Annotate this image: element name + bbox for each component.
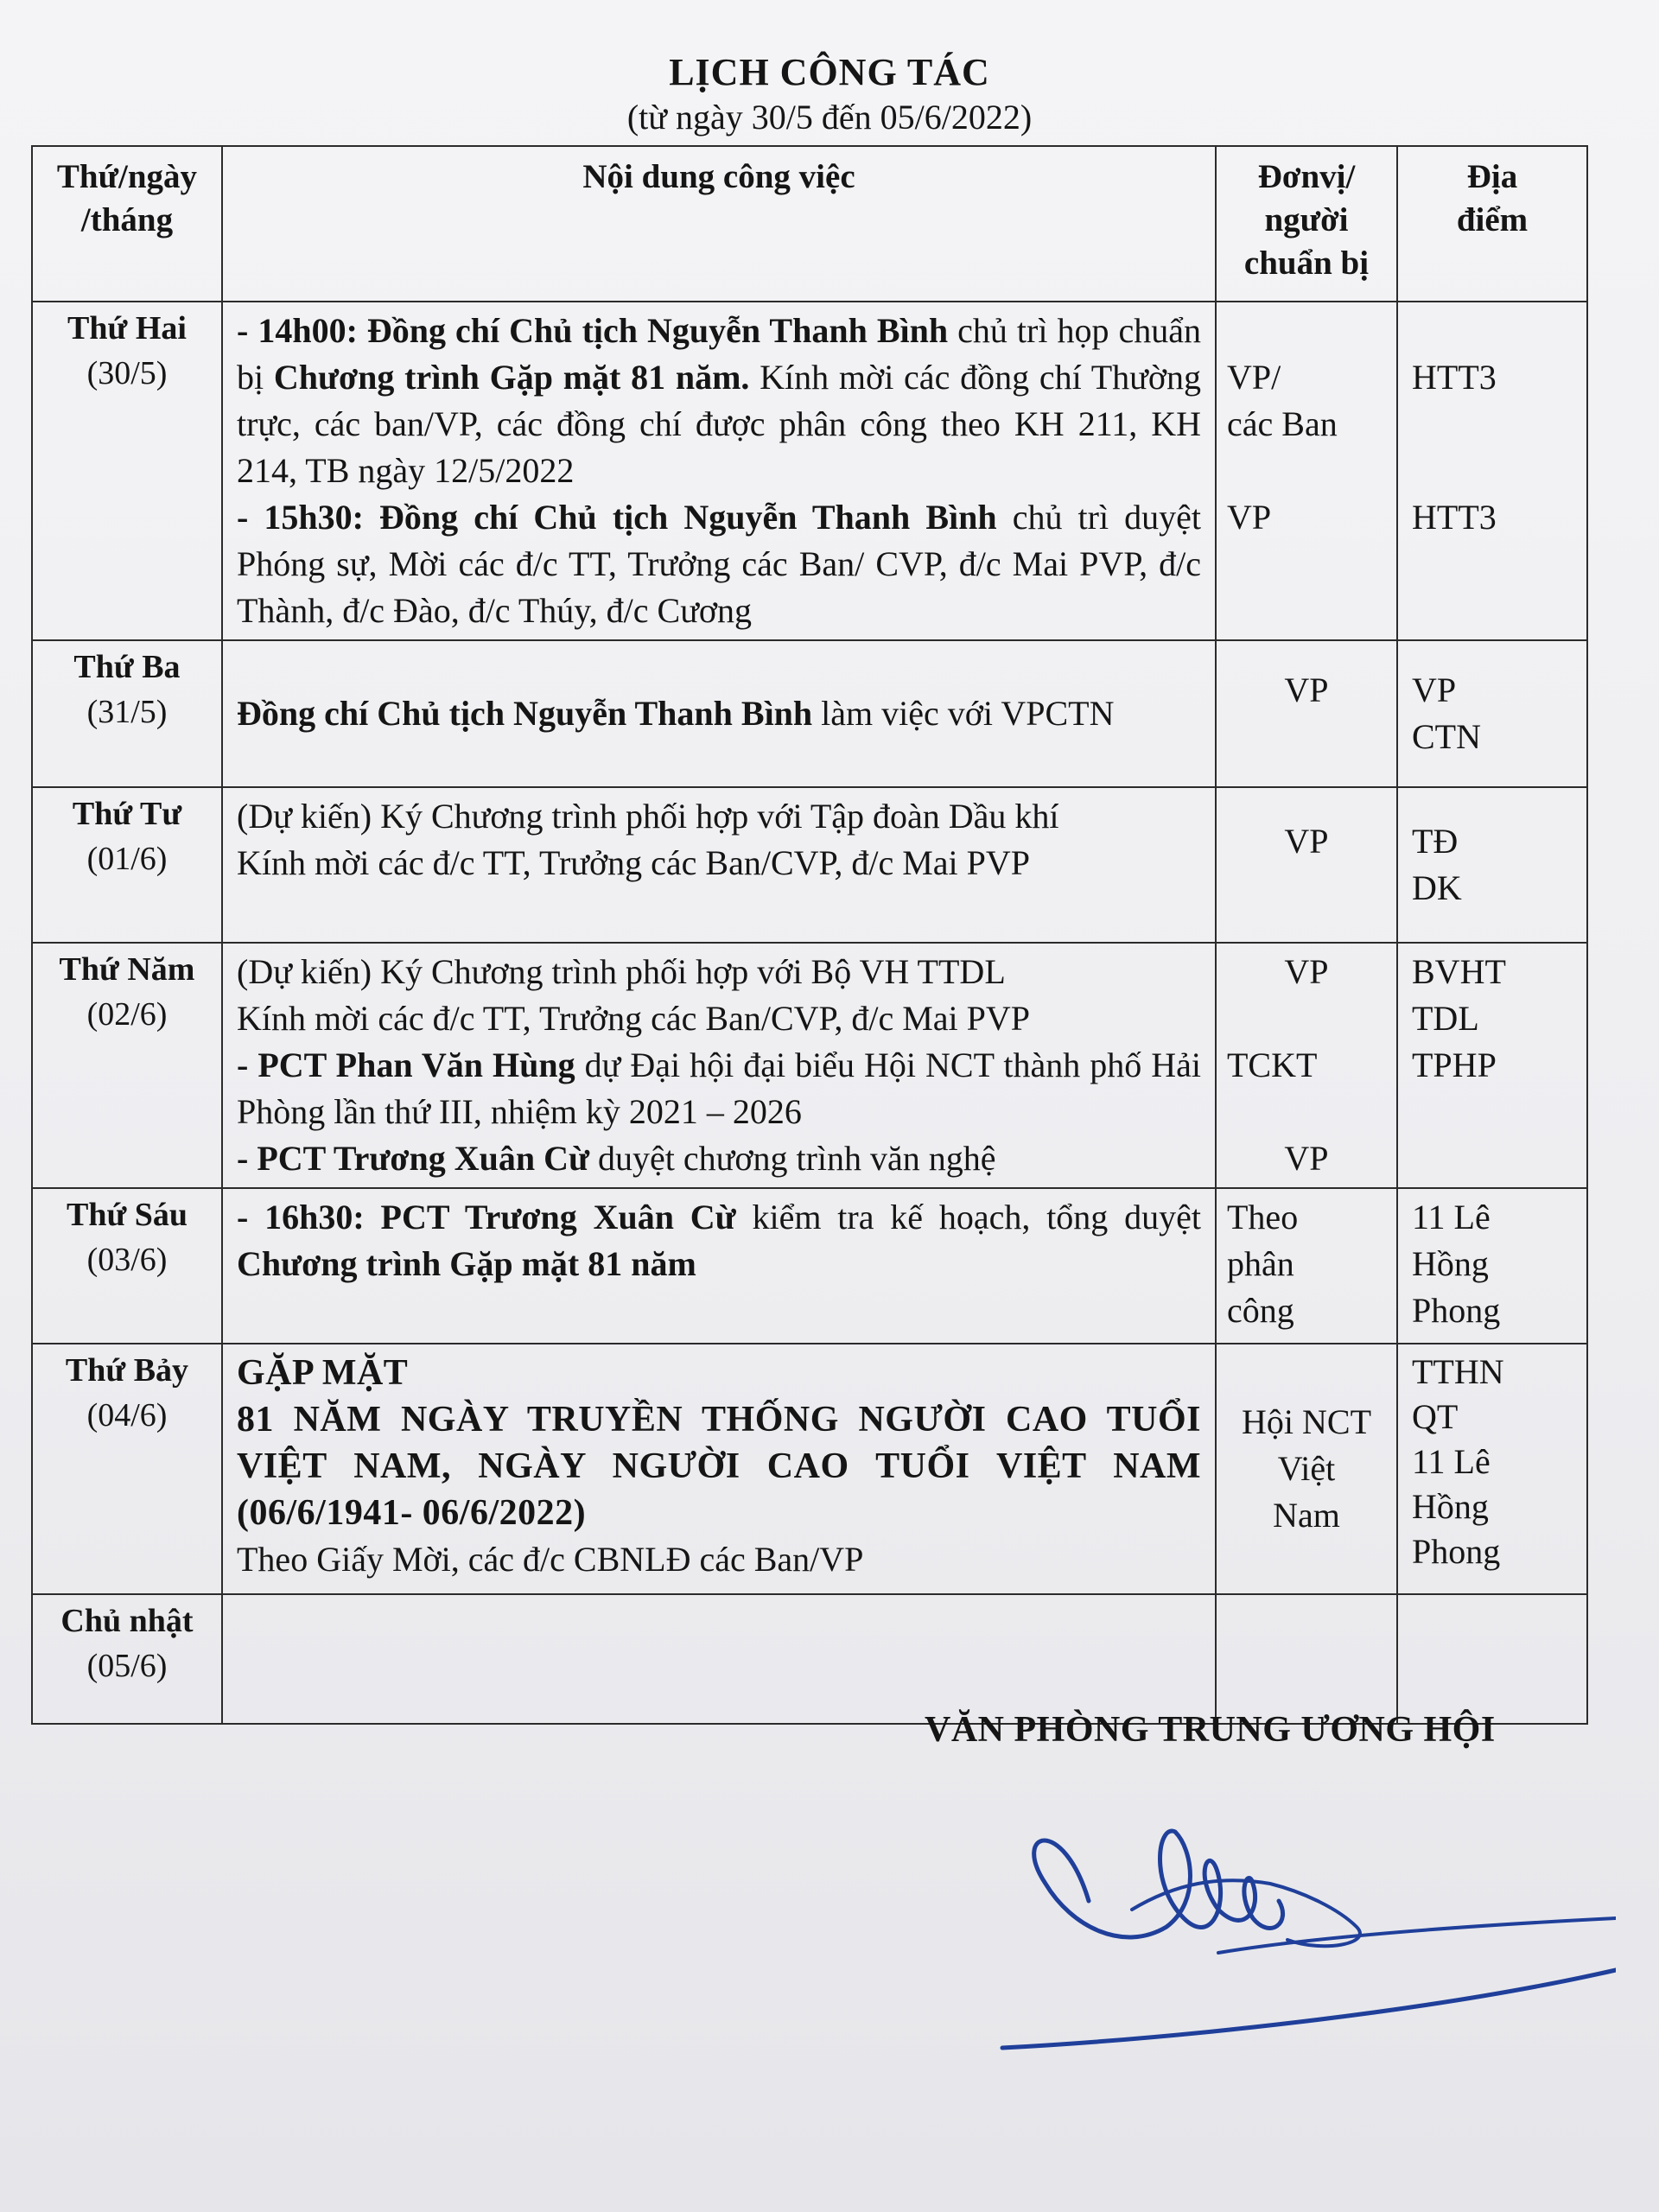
schedule-item: - 14h00: Đồng chí Chủ tịch Nguyễn Thanh Bình chủ trì họp chuẩn bị Chương trình Gặp mặt 81 năm. Kính mời các đồng chí Thường trực, các ban/VP, các đồng chí được phân công theo KH 211, KH 214, TB ngày 12/5/2022 (237, 311, 1202, 490)
day-cell: Chủ nhật (05/6) (32, 1594, 222, 1724)
place-cell: TTHN QT 11 Lê Hồng Phong (1397, 1344, 1587, 1594)
day-cell: Thứ Tư (01/6) (32, 787, 222, 943)
issuing-organization: VĂN PHÒNG TRUNG ƯƠNG HỘI (925, 1710, 1496, 1750)
day-cell: Thứ Ba (31/5) (32, 640, 222, 787)
table-row (32, 640, 1587, 787)
table-header-row (32, 146, 1587, 302)
table-row (32, 302, 1587, 640)
signature-mark (994, 1780, 1616, 2091)
place-cell: BVHT TDL TPHP (1397, 943, 1587, 1188)
content-cell: (Dự kiến) Ký Chương trình phối hợp với Tập đoàn Dầu khí Kính mời các đ/c TT, Trưởng các Ban/CVP, đ/c Mai PVP (222, 787, 1216, 943)
schedule-item: - 15h30: Đồng chí Chủ tịch Nguyễn Thanh Bình chủ trì duyệt Phóng sự, Mời các đ/c TT, Trưởng các Ban/ CVP, đ/c Mai PVP, đ/c Thành, đ/c Đào, đ/c Thúy, đ/c Cương (237, 498, 1202, 630)
content-cell: GẶP MẶT 81 NĂM NGÀY TRUYỀN THỐNG NGƯỜI CAO TUỔI VIỆT NAM, NGÀY NGƯỜI CAO TUỔI VIỆT NAM (06/6/1941- 06/6/2022) Theo Giấy Mời, các đ/c CBNLĐ các Ban/VP (222, 1344, 1216, 1594)
unit-cell: Hội NCT Việt Nam (1216, 1344, 1397, 1594)
unit-cell (1216, 1594, 1397, 1724)
schedule-item: - PCT Trương Xuân Cừ duyệt chương trình văn nghệ (237, 1139, 996, 1178)
unit-cell: Theo phân công (1216, 1188, 1397, 1344)
day-cell: Thứ Năm (02/6) (32, 943, 222, 1188)
place-cell: HTT3 HTT3 (1397, 302, 1587, 640)
table-row (32, 1594, 1587, 1724)
content-cell: - 16h30: PCT Trương Xuân Cừ kiểm tra kế hoạch, tổng duyệt Chương trình Gặp mặt 81 năm (222, 1188, 1216, 1344)
table-row (32, 943, 1587, 1188)
content-cell (222, 302, 1216, 640)
place-cell: TĐ DK (1397, 787, 1587, 943)
table-row (32, 1188, 1587, 1344)
unit-cell: VP/ các Ban VP (1216, 302, 1397, 640)
header-content: Nội dung công việc (222, 146, 1216, 302)
day-cell: Thứ Bảy (04/6) (32, 1344, 222, 1594)
header-unit: Đơnvị/ người chuẩn bị (1216, 146, 1397, 302)
header-day: Thứ/ngày /tháng (32, 146, 222, 302)
document-title: LỊCH CÔNG TÁC (669, 51, 990, 93)
content-cell: Đồng chí Chủ tịch Nguyễn Thanh Bình làm việc với VPCTN (222, 640, 1216, 787)
day-cell: Thứ Sáu (03/6) (32, 1188, 222, 1344)
place-cell: 11 Lê Hồng Phong (1397, 1188, 1587, 1344)
unit-cell: VP TCKT VP (1216, 943, 1397, 1188)
table-row (32, 1344, 1587, 1594)
table-row (32, 787, 1587, 943)
content-cell (222, 1594, 1216, 1724)
schedule-table (31, 145, 1588, 1725)
place-cell: VP CTN (1397, 640, 1587, 787)
place-cell (1397, 1594, 1587, 1724)
unit-cell: VP (1216, 787, 1397, 943)
document-subtitle: (từ ngày 30/5 đến 05/6/2022) (626, 98, 1033, 137)
signature-stroke (1034, 1831, 1283, 1937)
signature-underline-2 (1002, 1970, 1616, 2048)
day-cell: Thứ Hai (30/5) (32, 302, 222, 640)
header-place: Địa điểm (1397, 146, 1587, 302)
unit-cell: VP (1216, 640, 1397, 787)
content-cell: (Dự kiến) Ký Chương trình phối hợp với Bộ VH TTDL Kính mời các đ/c TT, Trưởng các Ban/CVP, đ/c Mai PVP - PCT Phan Văn Hùng dự Đại hội đại biểu Hội NCT thành phố Hải Phòng lần thứ III, nhiệm kỳ 2021 – 2026 - PCT Trương Xuân Cừ duyệt chương trình văn nghệ (222, 943, 1216, 1188)
schedule-item: - PCT Phan Văn Hùng dự Đại hội đại biểu Hội NCT thành phố Hải Phòng lần thứ III, nhiệm kỳ 2021 – 2026 (237, 1046, 1201, 1131)
